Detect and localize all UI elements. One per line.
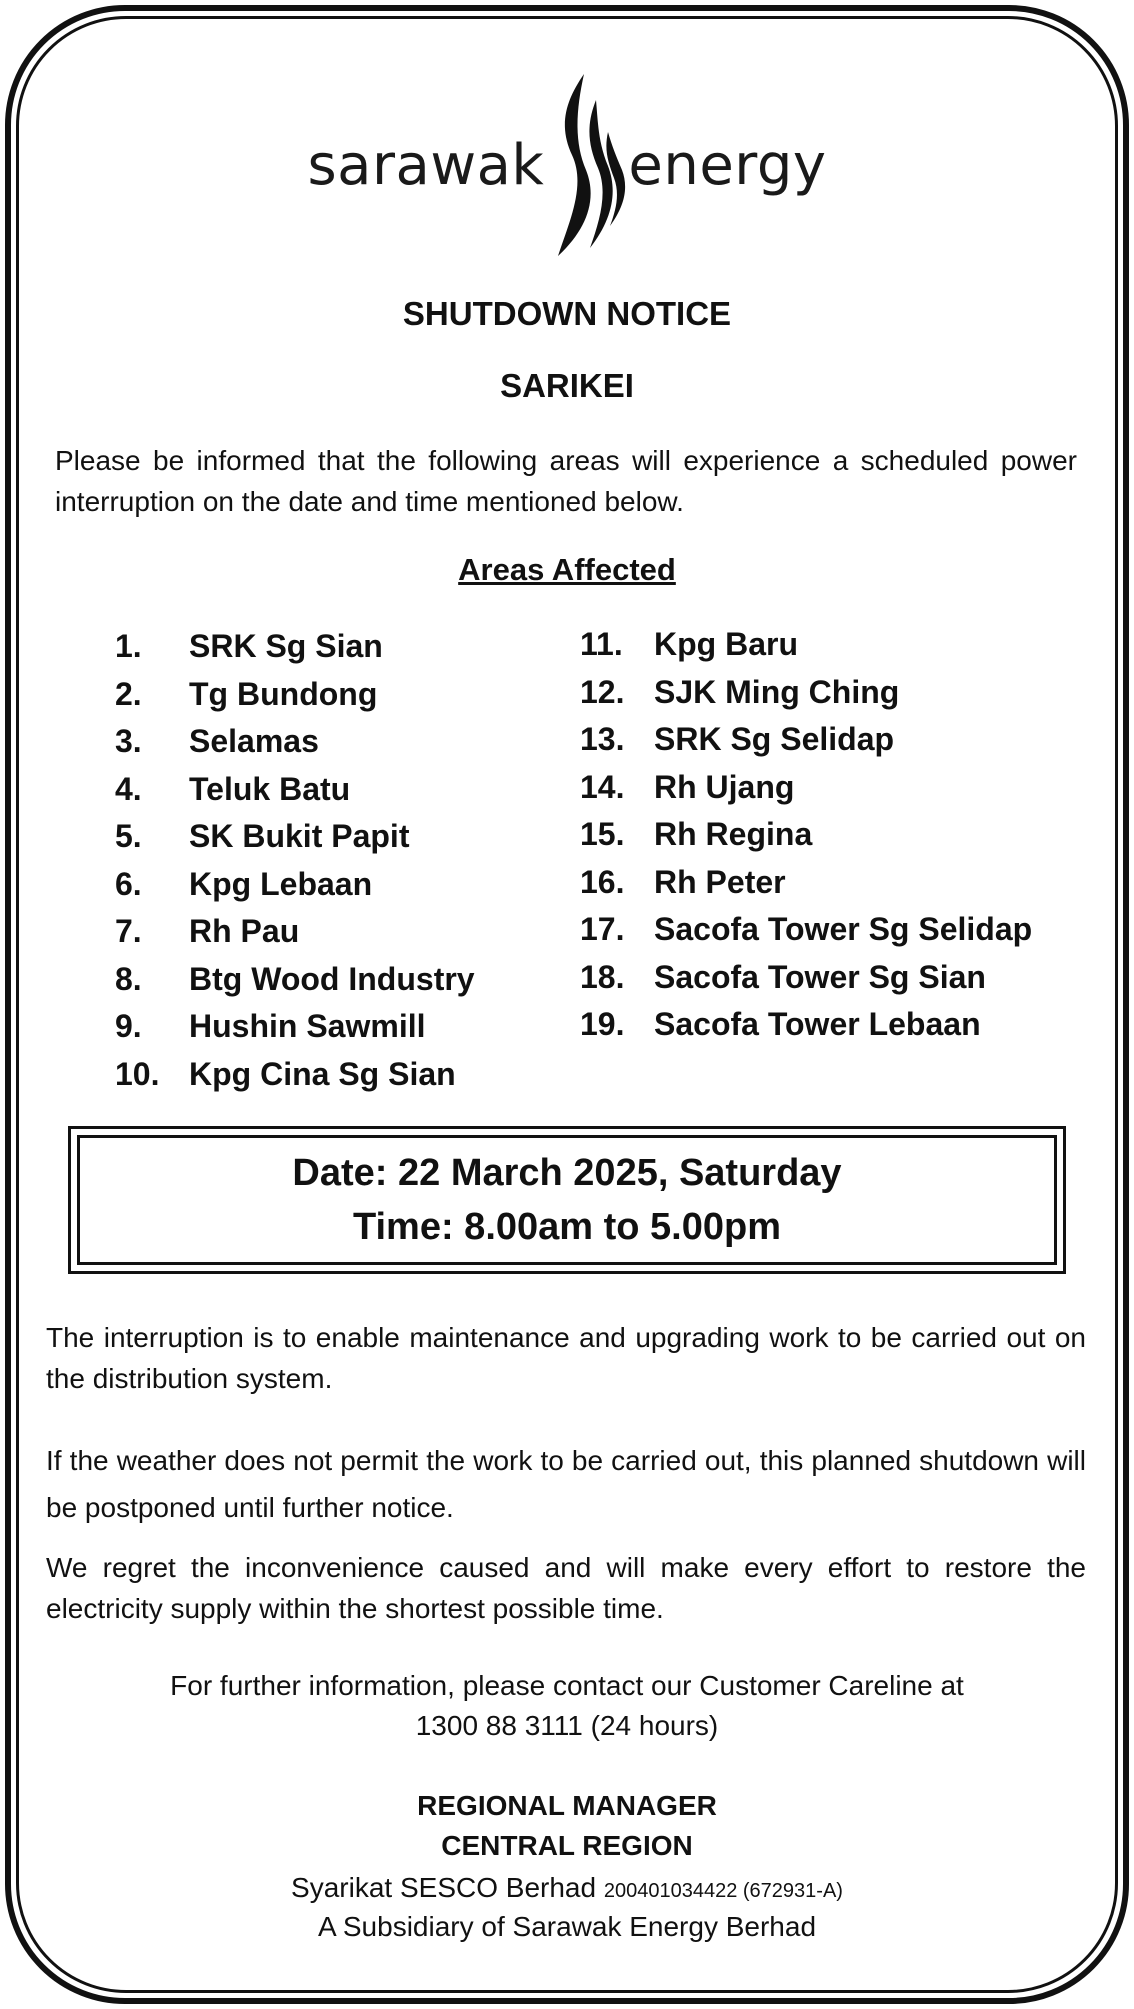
weather-paragraph: If the weather does not permit the work to be carried out, this planned shutdown will be postponed until further notice. xyxy=(46,1445,1086,1523)
company-name: Syarikat SESCO Berhad xyxy=(291,1872,597,1903)
notice-title: SHUTDOWN NOTICE xyxy=(402,295,732,332)
area-number: 14. xyxy=(580,768,625,805)
area-name: Kpg Lebaan xyxy=(189,865,373,902)
area-name: SK Bukit Papit xyxy=(189,818,410,855)
area-number: 19. xyxy=(580,1006,625,1043)
area-number: 11. xyxy=(580,626,623,663)
subsidiary-line: A Subsidiary of Sarawak Energy Berhad xyxy=(317,1911,817,1942)
area-list-item xyxy=(580,621,1060,669)
area-name: Selamas xyxy=(189,723,319,760)
area-list-item xyxy=(115,861,555,909)
area-number: 10. xyxy=(115,1055,160,1092)
area-list-item xyxy=(115,671,555,719)
signatory-title: REGIONAL MANAGER xyxy=(417,1790,717,1821)
area-name: Rh Regina xyxy=(654,816,813,853)
area-list-item xyxy=(580,716,1060,764)
area-number: 3. xyxy=(115,723,142,760)
area-number: 6. xyxy=(115,865,142,902)
logo-right-word: energy xyxy=(628,132,827,198)
schedule-box xyxy=(68,1126,1066,1274)
area-number: 4. xyxy=(115,770,142,807)
careline-number: 1300 88 3111 (24 hours) xyxy=(415,1710,719,1741)
areas-list-right xyxy=(580,621,1060,1049)
area-name: Sacofa Tower Lebaan xyxy=(654,1006,981,1043)
area-list-item xyxy=(580,669,1060,717)
area-number: 2. xyxy=(115,675,142,712)
area-name: Sacofa Tower Sg Selidap xyxy=(654,911,1033,948)
area-list-item xyxy=(580,906,1060,954)
area-list-item xyxy=(580,811,1060,859)
area-list-item xyxy=(115,1051,555,1099)
area-number: 16. xyxy=(580,863,625,900)
area-name: Rh Ujang xyxy=(654,768,795,805)
area-list-item xyxy=(115,908,555,956)
area-number: 17. xyxy=(580,911,625,948)
area-list-item xyxy=(115,718,555,766)
notice-location: SARIKEI xyxy=(500,367,634,404)
company-line xyxy=(0,1868,1134,1911)
area-name: SJK Ming Ching xyxy=(654,673,900,710)
area-name: Kpg Baru xyxy=(654,626,798,663)
company-registration: 200401034422 (672931-A) xyxy=(603,1880,843,1902)
intro-paragraph: Please be informed that the following areas will experience a scheduled power interruption on the date and time mentioned below. xyxy=(55,445,1077,517)
area-number: 12. xyxy=(580,673,625,710)
area-name: Sacofa Tower Sg Sian xyxy=(654,958,986,995)
area-number: 9. xyxy=(115,1008,142,1045)
area-number: 8. xyxy=(115,960,142,997)
area-list-item xyxy=(580,1001,1060,1049)
area-name: Hushin Sawmill xyxy=(189,1008,426,1045)
area-name: Rh Peter xyxy=(654,863,786,900)
area-number: 18. xyxy=(580,958,625,995)
area-number: 15. xyxy=(580,816,625,853)
contact-line-1: For further information, please contact our Customer Careline at xyxy=(170,1670,964,1701)
areas-affected-heading: Areas Affected xyxy=(458,552,676,587)
schedule-date: Date: 22 March 2025, Saturday xyxy=(292,1152,842,1194)
logo-left-word: sarawak xyxy=(307,132,545,198)
area-number: 7. xyxy=(115,913,142,950)
area-list-item xyxy=(115,623,555,671)
sarawak-energy-logo xyxy=(0,70,1134,260)
area-list-item xyxy=(115,813,555,861)
area-name: Teluk Batu xyxy=(189,770,351,807)
regret-paragraph: We regret the inconvenience caused and will make every effort to restore the electricity supply within the shortest possible time. xyxy=(46,1552,1086,1624)
area-name: Rh Pau xyxy=(189,913,300,950)
reason-paragraph: The interruption is to enable maintenance and upgrading work to be carried out on the distribution system. xyxy=(46,1322,1086,1394)
area-list-item xyxy=(115,766,555,814)
area-list-item xyxy=(115,956,555,1004)
area-name: Kpg Cina Sg Sian xyxy=(189,1055,456,1092)
area-name: SRK Sg Selidap xyxy=(654,721,895,758)
area-list-item xyxy=(580,764,1060,812)
area-name: SRK Sg Sian xyxy=(189,628,383,665)
schedule-time: Time: 8.00am to 5.00pm xyxy=(352,1206,782,1248)
area-number: 1. xyxy=(115,628,142,665)
area-number: 5. xyxy=(115,818,142,855)
area-list-item xyxy=(580,954,1060,1002)
area-number: 13. xyxy=(580,721,625,758)
signatory-region: CENTRAL REGION xyxy=(441,1830,693,1861)
areas-list-left xyxy=(115,623,555,1098)
area-name: Tg Bundong xyxy=(189,675,378,712)
area-list-item xyxy=(115,1003,555,1051)
flame-icon xyxy=(546,70,626,260)
area-list-item xyxy=(580,859,1060,907)
area-name: Btg Wood Industry xyxy=(189,960,475,997)
